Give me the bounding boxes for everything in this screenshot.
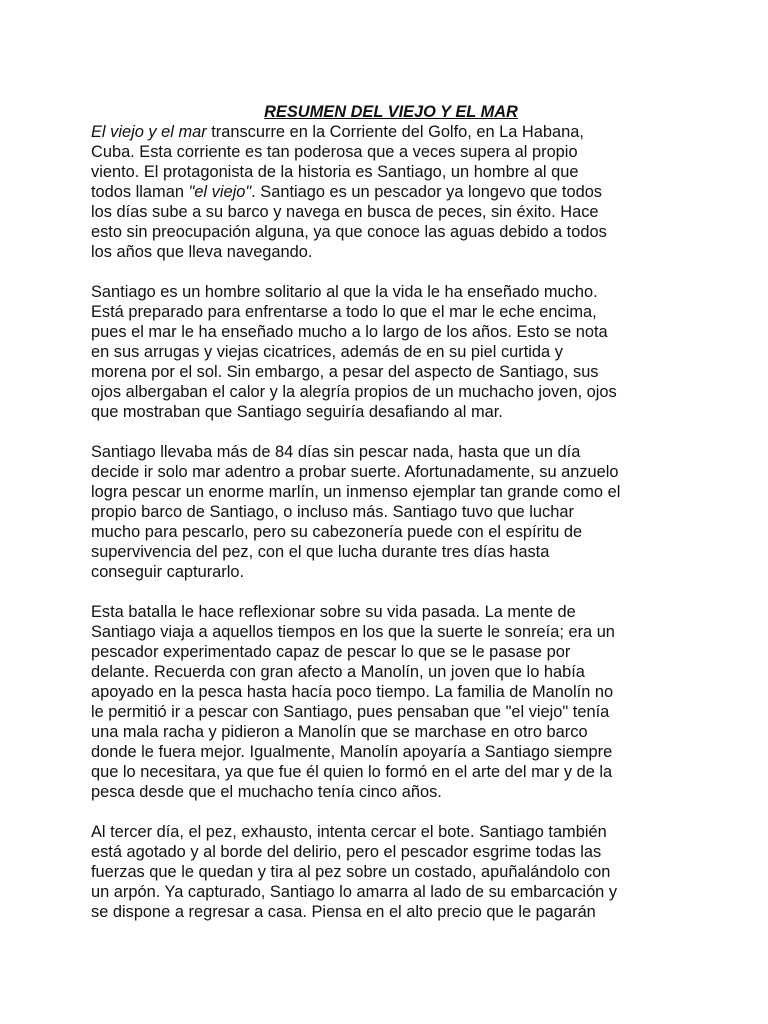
text-segment: un arpón. Ya capturado, Santiago lo amarra al lado de su embarcación y — [91, 883, 618, 901]
text-line — [91, 782, 691, 802]
text-segment: le permitió ir a pescar con Santiago, pues pensaban que "el viejo" tenía — [91, 703, 610, 721]
text-line — [91, 382, 691, 402]
text-line — [91, 282, 691, 302]
text-line — [91, 822, 691, 842]
text-line — [91, 862, 691, 882]
italic-text: El viejo y el mar — [91, 123, 207, 141]
text-line — [91, 542, 691, 562]
text-segment: Santiago viaja a aquellos tiempos en los que la suerte le sonreía; era un — [91, 623, 615, 641]
text-segment: esto sin preocupación alguna, ya que conoce las aguas debido a todos — [91, 223, 607, 241]
text-segment: Santiago llevaba más de 84 días sin pescar nada, hasta que un día — [91, 443, 581, 461]
text-line — [91, 722, 691, 742]
text-segment: Santiago es un hombre solitario al que la vida le ha enseñado mucho. — [91, 283, 598, 301]
text-line — [91, 522, 691, 542]
document-body — [91, 102, 691, 942]
text-segment: conseguir capturarlo. — [91, 563, 245, 581]
text-line — [91, 142, 691, 162]
text-line — [91, 442, 691, 462]
text-segment: viento. El protagonista de la historia es Santiago, un hombre al que — [91, 163, 579, 181]
text-segment: Está preparado para enfrentarse a todo lo que el mar le eche encima, — [91, 303, 597, 321]
text-line — [91, 762, 691, 782]
text-line — [91, 302, 691, 322]
text-segment: Al tercer día, el pez, exhausto, intenta cercar el bote. Santiago también — [91, 823, 607, 841]
text-line — [91, 502, 691, 522]
text-line — [91, 242, 691, 262]
text-line — [91, 402, 691, 422]
text-segment: . Santiago es un pescador ya longevo que todos — [251, 183, 603, 201]
text-segment: Esta batalla le hace reflexionar sobre su vida pasada. La mente de — [91, 603, 576, 621]
text-segment: que mostraban que Santiago seguiría desafiando al mar. — [91, 403, 503, 421]
text-line — [91, 682, 691, 702]
text-segment: apoyado en la pesca hasta hacía poco tiempo. La familia de Manolín no — [91, 683, 614, 701]
text-segment: logra pescar un enorme marlín, un inmenso ejemplar tan grande como el — [91, 483, 621, 501]
text-segment: se dispone a regresar a casa. Piensa en el alto precio que le pagarán — [91, 903, 596, 921]
text-line — [91, 362, 691, 382]
text-segment: ojos albergaban el calor y la alegría propios de un muchacho joven, ojos — [91, 383, 617, 401]
text-segment: que lo necesitara, ya que fue él quien lo formó en el arte del mar y de la — [91, 763, 613, 781]
text-segment: pues el mar le ha enseñado mucho a lo largo de los años. Esto se nota — [91, 323, 608, 341]
text-line — [91, 182, 691, 202]
paragraph — [91, 602, 691, 802]
text-line — [91, 162, 691, 182]
text-line — [91, 662, 691, 682]
text-segment: en sus arrugas y viejas cicatrices, además de en su piel curtida y — [91, 343, 563, 361]
text-segment: pescador experimentado capaz de pescar lo que se le pasase por — [91, 643, 571, 661]
text-line — [91, 222, 691, 242]
text-segment: una mala racha y pidieron a Manolín que se marchase en otro barco — [91, 723, 588, 741]
text-line — [91, 622, 691, 642]
text-line — [91, 562, 691, 582]
text-segment: está agotado y al borde del delirio, pero el pescador esgrime todas las — [91, 843, 602, 861]
text-line — [91, 482, 691, 502]
text-line — [91, 842, 691, 862]
text-line — [91, 462, 691, 482]
paragraph — [91, 822, 691, 922]
text-segment: todos llaman — [91, 183, 189, 201]
text-line — [91, 322, 691, 342]
text-line — [91, 202, 691, 222]
text-segment: propio barco de Santiago, o incluso más. Santiago tuvo que luchar — [91, 503, 574, 521]
text-line — [91, 902, 691, 922]
text-segment: decide ir solo mar adentro a probar suerte. Afortunadamente, su anzuelo — [91, 463, 619, 481]
text-segment: los días sube a su barco y navega en busca de peces, sin éxito. Hace — [91, 203, 599, 221]
paragraph-list — [91, 122, 691, 922]
paragraph — [91, 282, 691, 422]
text-line — [91, 342, 691, 362]
text-line — [91, 882, 691, 902]
text-segment: morena por el sol. Sin embargo, a pesar del aspecto de Santiago, sus — [91, 363, 599, 381]
text-line — [91, 602, 691, 622]
text-segment: los años que lleva navegando. — [91, 243, 313, 261]
paragraph — [91, 442, 691, 582]
text-line — [91, 122, 691, 142]
text-segment: transcurre en la Corriente del Golfo, en La Habana, — [206, 123, 584, 141]
text-segment: donde le fuera mejor. Igualmente, Manolín apoyaría a Santiago siempre — [91, 743, 613, 761]
text-line — [91, 642, 691, 662]
text-segment: delante. Recuerda con gran afecto a Manolín, un joven que lo había — [91, 663, 585, 681]
text-segment: pesca desde que el muchacho tenía cinco años. — [91, 783, 442, 801]
text-segment: supervivencia del pez, con el que lucha durante tres días hasta — [91, 543, 550, 561]
text-segment: fuerzas que le quedan y tira al pez sobre un costado, apuñalándolo con — [91, 863, 611, 881]
text-segment: mucho para pescarlo, pero su cabezonería puede con el espíritu de — [91, 523, 583, 541]
paragraph — [91, 122, 691, 262]
document-title: RESUMEN DEL VIEJO Y EL MAR — [264, 103, 518, 121]
text-line — [91, 702, 691, 722]
text-segment: Cuba. Esta corriente es tan poderosa que a veces supera al propio — [91, 143, 578, 161]
text-line — [91, 742, 691, 762]
italic-text: "el viejo" — [188, 183, 252, 201]
